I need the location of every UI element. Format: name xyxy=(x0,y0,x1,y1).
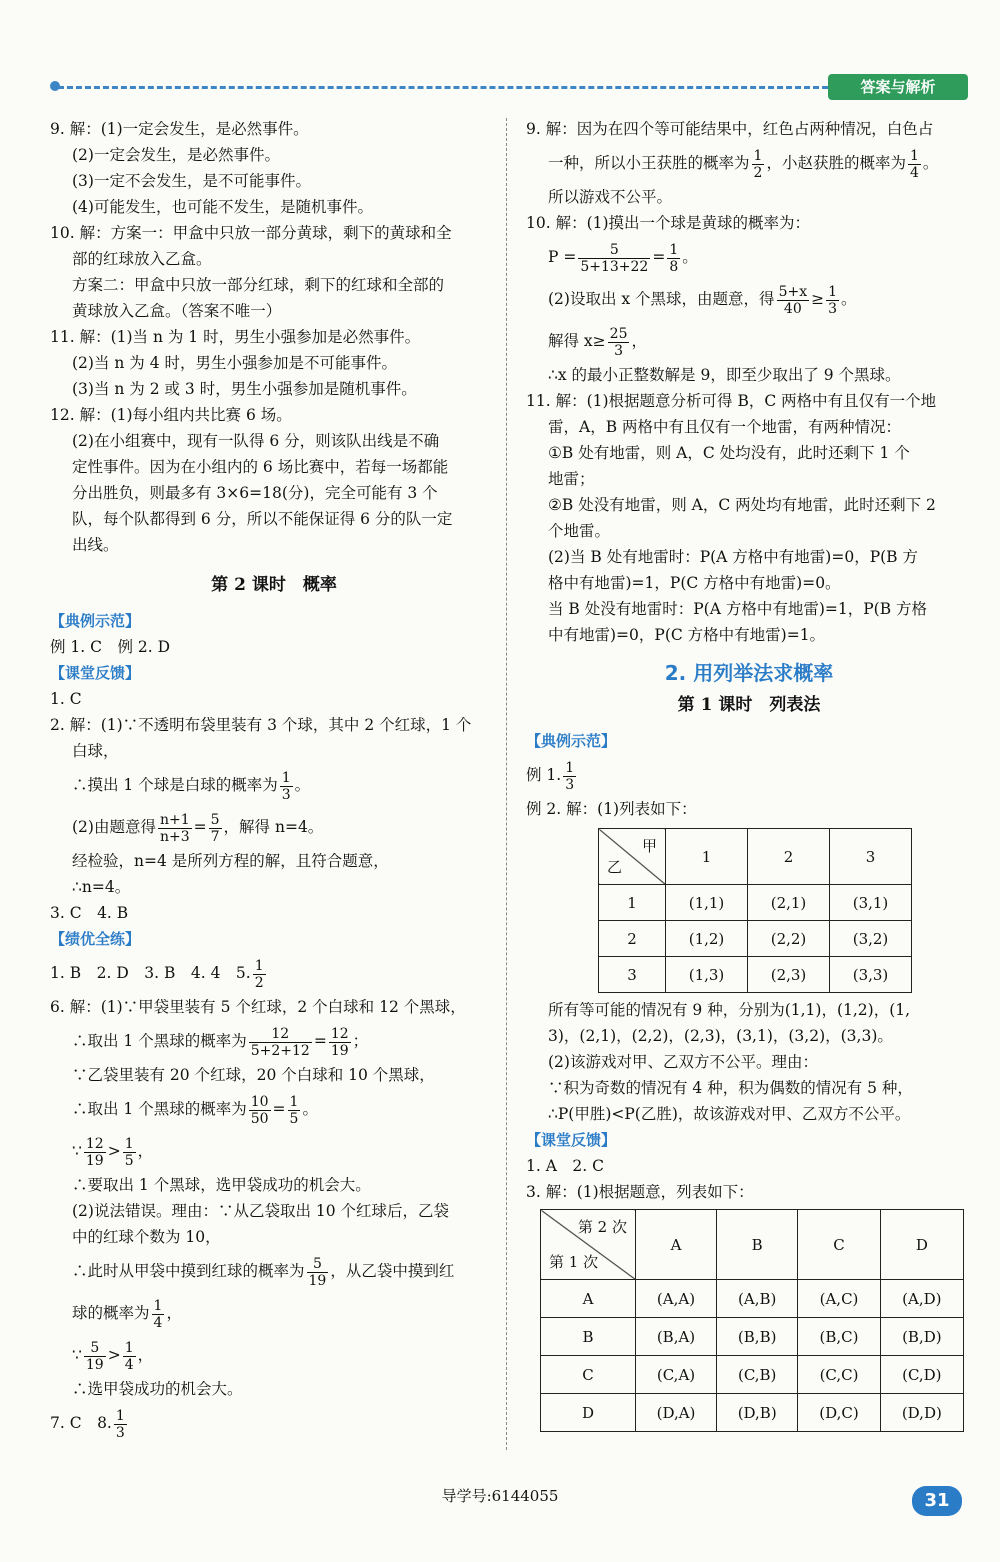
table-corner xyxy=(599,829,666,885)
fraction: $\frac{25}{3}$ xyxy=(609,325,628,359)
r-q11-line: 当 B 处没有地雷时：P(A 方格中有地雷)=1，P(B 方格 xyxy=(548,600,928,618)
table-row xyxy=(541,1356,964,1394)
section-title: 第 2 课时 概率 xyxy=(211,575,337,595)
fraction: $\frac{12}{5+2+12}$ xyxy=(250,1025,310,1059)
cell: (3,1) xyxy=(830,885,912,921)
fraction: $\frac{12}{19}$ xyxy=(330,1025,349,1059)
fraction: $\frac{12}{19}$ xyxy=(85,1135,104,1169)
left-column xyxy=(50,116,498,1444)
r-q11-line: ②B 处没有地雷，则 A，C 两处均有地雷，此时还剩下 2 xyxy=(548,496,936,514)
r-q9-line: 所以游戏不公平。 xyxy=(548,188,673,206)
cell: (A,A) xyxy=(636,1280,717,1318)
fraction: $\frac{1}{4}$ xyxy=(909,147,919,181)
feedback-2-line: 经检验，n=4 是所列方程的解，且符合题意， xyxy=(72,852,389,870)
q6-line: (2)说法错误。理由：∵从乙袋取出 10 个红球后，乙袋 xyxy=(72,1202,450,1220)
q6-line: 中的红球个数为 10， xyxy=(72,1228,221,1246)
r-q11-line: 雷，A，B 两格中有且仅有一个地雷，有两种情况： xyxy=(548,418,902,436)
fraction: $\frac{5}{19}$ xyxy=(308,1255,327,1289)
header-rule xyxy=(58,86,828,89)
q10-line: 黄球放入乙盒。（答案不唯一） xyxy=(72,302,282,320)
col-header: 3 xyxy=(830,829,912,885)
fraction: $\frac{5}{5+13+22}$ xyxy=(580,241,649,275)
fraction: $\frac{1}{2}$ xyxy=(753,147,763,181)
fraction: $\frac{5+x}{40}$ xyxy=(778,283,808,317)
cell: (1,2) xyxy=(666,921,748,957)
text: 。 xyxy=(922,154,939,172)
text: = xyxy=(652,248,666,266)
text: ，解得 n=4。 xyxy=(223,818,324,836)
q6-line xyxy=(50,1088,498,1130)
feedback-2-line xyxy=(50,764,498,806)
feedback-3: 3. 解：(1)根据题意，列表如下： xyxy=(526,1183,754,1201)
text: 解得 x≥ xyxy=(548,332,606,350)
q12-line: (2)在小组赛中，现有一队得 6 分，则该队出线是不确 xyxy=(72,432,440,450)
text: ， xyxy=(137,1346,154,1364)
col-header: A xyxy=(636,1210,717,1280)
cell: (C,B) xyxy=(717,1356,798,1394)
feedback-1: 1. C xyxy=(50,690,82,708)
q11-line: (3)当 n 为 2 或 3 时，男生小强参加是随机事件。 xyxy=(72,380,417,398)
cell: (A,B) xyxy=(717,1280,798,1318)
text: (2)由题意得 xyxy=(72,818,156,836)
fraction: $\frac{1}{2}$ xyxy=(254,957,264,991)
chapter-title: 2. 用列举法求概率 xyxy=(664,661,834,685)
r-q10-line xyxy=(526,320,972,362)
text: ，从乙袋中摸到红 xyxy=(330,1262,455,1280)
text: 球的概率为 xyxy=(72,1304,150,1322)
text: ， xyxy=(166,1304,182,1322)
fraction: $\frac{1}{8}$ xyxy=(669,241,679,275)
table-row xyxy=(541,1318,964,1356)
text: ∴摸出 1 个球是白球的概率为 xyxy=(72,776,278,794)
example-1 xyxy=(526,754,972,796)
cell: (A,C) xyxy=(798,1280,880,1318)
fraction: $\frac{5}{7}$ xyxy=(210,811,220,845)
r-q11-line: 格中有地雷)=1，P(C 方格中有地雷)=0。 xyxy=(548,574,841,592)
r-q11-line: 11. 解：(1)根据题意分析可得 B，C 两格中有且仅有一个地 xyxy=(526,392,937,410)
q6-line: ∵乙袋里装有 20 个红球，20 个白球和 10 个黑球， xyxy=(72,1066,435,1084)
example-2-line: 所有等可能的情况有 9 种，分别为(1,1)，(1,2)，(1, xyxy=(548,1001,911,1019)
cell: (2,1) xyxy=(748,885,830,921)
example-2-line: ∴P(甲胜)<P(乙胜)，故该游戏对甲、乙双方不公平。 xyxy=(548,1105,911,1123)
cell: (C,D) xyxy=(880,1356,963,1394)
table-row xyxy=(541,1280,964,1318)
text: 。 xyxy=(302,1100,318,1118)
fraction: $\frac{1}{3}$ xyxy=(281,769,291,803)
q7-8 xyxy=(50,1402,498,1444)
text: P = xyxy=(548,248,577,266)
row-header: 2 xyxy=(599,921,666,957)
r-q10-line: ∴x 的最小正整数解是 9，即至少取出了 9 个黑球。 xyxy=(548,366,901,384)
text: (2)设取出 x 个黑球，由题意，得 xyxy=(548,290,775,308)
fraction: $\frac{5}{19}$ xyxy=(85,1339,104,1373)
text: 7. C 8. xyxy=(50,1414,112,1432)
fraction: $\frac{1}{4}$ xyxy=(153,1297,163,1331)
guide-number: 导学号:6144055 xyxy=(441,1487,559,1505)
tag-feedback: 【课堂反馈】 xyxy=(526,1131,617,1149)
cell: (B,C) xyxy=(798,1318,880,1356)
r-q11-line: 地雷； xyxy=(548,470,595,488)
corner-bottom: 第 1 次 xyxy=(549,1253,599,1271)
row-header: 3 xyxy=(599,957,666,993)
example-2: 例 2. 解：(1)列表如下： xyxy=(526,800,697,818)
corner-bottom: 乙 xyxy=(607,858,623,876)
text: ； xyxy=(352,1032,369,1050)
feedback-1-2: 1. A 2. C xyxy=(526,1157,604,1175)
text: ，小赵获胜的概率为 xyxy=(766,154,906,172)
r-q11-line: ①B 处有地雷，则 A，C 处均没有，此时还剩下 1 个 xyxy=(548,444,910,462)
q9-line: 9. 解：(1)一定会发生，是必然事件。 xyxy=(50,120,309,138)
text: 1. B 2. D 3. B 4. 4 5. xyxy=(50,964,251,982)
fraction: $\frac{1}{5}$ xyxy=(124,1135,134,1169)
table-row xyxy=(599,921,912,957)
page-number: 31 xyxy=(912,1486,962,1516)
example-2-line: (2)该游戏对甲、乙双方不公平。理由： xyxy=(548,1053,818,1071)
q6-line: ∴要取出 1 个黑球，选甲袋成功的机会大。 xyxy=(72,1176,371,1194)
row-header: B xyxy=(541,1318,636,1356)
column-divider xyxy=(506,118,507,1450)
example-2-line: 3)，(2,1)，(2,2)，(2,3)，(3,1)，(3,2)，(3,3)。 xyxy=(548,1027,893,1045)
cell: (D,C) xyxy=(798,1394,880,1432)
text: 。 xyxy=(682,248,698,266)
text: = xyxy=(313,1032,327,1050)
cell: (D,A) xyxy=(636,1394,717,1432)
right-column xyxy=(526,116,972,1432)
cell: (B,D) xyxy=(880,1318,963,1356)
table-row xyxy=(599,957,912,993)
text: ， xyxy=(137,1142,154,1160)
table-row xyxy=(541,1394,964,1432)
q9-line: (3)一定不会发生，是不可能事件。 xyxy=(72,172,311,190)
row-header: C xyxy=(541,1356,636,1394)
text: ， xyxy=(631,332,647,350)
row-header: 1 xyxy=(599,885,666,921)
q6-line xyxy=(50,1020,498,1062)
row-header: A xyxy=(541,1280,636,1318)
answer-badge: 答案与解析 xyxy=(828,74,968,100)
gt: > xyxy=(107,1346,121,1364)
text: ∵ xyxy=(72,1346,82,1364)
r-q11-line: (2)当 B 处有地雷时：P(A 方格中有地雷)=0，P(B 方 xyxy=(548,548,918,566)
cell: (3,2) xyxy=(830,921,912,957)
r-q9-line: 9. 解：因为在四个等可能结果中，红色占两种情况，白色占 xyxy=(526,120,934,138)
example-answers: 例 1. C 例 2. D xyxy=(50,638,171,656)
q6-line: 6. 解：(1)∵甲袋里装有 5 个红球，2 个白球和 12 个黑球， xyxy=(50,998,466,1016)
table-row xyxy=(599,885,912,921)
cell: (B,A) xyxy=(636,1318,717,1356)
corner-top: 甲 xyxy=(641,837,657,855)
table-list-2 xyxy=(540,1209,964,1432)
col-header: C xyxy=(798,1210,880,1280)
q6-line xyxy=(50,1130,498,1172)
row-header: D xyxy=(541,1394,636,1432)
q10-line: 部的红球放入乙盒。 xyxy=(72,250,212,268)
feedback-2-line: ∴n=4。 xyxy=(72,878,131,896)
q12-line: 出线。 xyxy=(72,536,119,554)
q6-line xyxy=(50,1334,498,1376)
q12-line: 分出胜负，则最多有 3×6=18(分)，完全可能有 3 个 xyxy=(72,484,438,502)
tag-example: 【典例示范】 xyxy=(50,612,141,630)
col-header: 2 xyxy=(748,829,830,885)
fraction: $\frac{1}{3}$ xyxy=(115,1407,125,1441)
example-2-line: ∵积为奇数的情况有 4 种，积为偶数的情况有 5 种， xyxy=(548,1079,913,1097)
cell: (B,B) xyxy=(717,1318,798,1356)
q12-line: 12. 解：(1)每小组内共比赛 6 场。 xyxy=(50,406,292,424)
text: ∴取出 1 个黑球的概率为 xyxy=(72,1032,247,1050)
cell: (C,A) xyxy=(636,1356,717,1394)
q6-line xyxy=(50,1292,498,1334)
col-header: B xyxy=(717,1210,798,1280)
cell: (1,3) xyxy=(666,957,748,993)
r-q11-line: 中有地雷)=0，P(C 方格中有地雷)=1。 xyxy=(548,626,826,644)
cell: (1,1) xyxy=(666,885,748,921)
r-q10-line xyxy=(526,236,972,278)
r-q11-line: 个地雷。 xyxy=(548,522,611,540)
q9-line: (4)可能发生，也可能不发生，是随机事件。 xyxy=(72,198,373,216)
q12-line: 队，每个队都得到 6 分，所以不能保证得 6 分的队一定 xyxy=(72,510,453,528)
lesson-title: 第 1 课时 列表法 xyxy=(677,695,821,715)
fraction: $\frac{1}{3}$ xyxy=(565,759,575,793)
q9-line: (2)一定会发生，是必然事件。 xyxy=(72,146,280,164)
fraction: $\frac{1}{5}$ xyxy=(289,1093,299,1127)
r-q10-line xyxy=(526,278,972,320)
table-corner xyxy=(541,1210,636,1280)
fraction: $\frac{1}{3}$ xyxy=(828,283,838,317)
q11-line: 11. 解：(1)当 n 为 1 时，男生小强参加是必然事件。 xyxy=(50,328,421,346)
cell: (A,D) xyxy=(880,1280,963,1318)
practice-answers xyxy=(50,952,498,994)
q12-line: 定性事件。因为在小组内的 6 场比赛中，若每一场都能 xyxy=(72,458,449,476)
q10-line: 方案二：甲盒中只放一部分红球，剩下的红球和全部的 xyxy=(72,276,445,294)
tag-feedback: 【课堂反馈】 xyxy=(50,664,141,682)
text: 。 xyxy=(841,290,857,308)
fraction: $\frac{1}{4}$ xyxy=(124,1339,134,1373)
text: ∴此时从甲袋中摸到红球的概率为 xyxy=(72,1262,305,1280)
feedback-3-4: 3. C 4. B xyxy=(50,904,129,922)
text: ≥ xyxy=(811,290,825,308)
r-q10-line: 10. 解：(1)摸出一个球是黄球的概率为： xyxy=(526,214,811,232)
q11-line: (2)当 n 为 4 时，男生小强参加是不可能事件。 xyxy=(72,354,398,372)
fraction: $\frac{n+1}{n+3}$ xyxy=(159,811,190,845)
feedback-2-line xyxy=(50,806,498,848)
text: ∴取出 1 个黑球的概率为 xyxy=(72,1100,247,1118)
text: = xyxy=(272,1100,286,1118)
text: 。 xyxy=(294,776,311,794)
text: ∵ xyxy=(72,1142,82,1160)
col-header: 1 xyxy=(666,829,748,885)
corner-top: 第 2 次 xyxy=(577,1218,627,1236)
cell: (2,3) xyxy=(748,957,830,993)
cell: (3,3) xyxy=(830,957,912,993)
text: = xyxy=(193,818,207,836)
col-header: D xyxy=(880,1210,963,1280)
table-list-1 xyxy=(598,828,912,993)
feedback-2-line: 白球， xyxy=(72,742,119,760)
feedback-2-line: 2. 解：(1)∵不透明布袋里装有 3 个球，其中 2 个红球，1 个 xyxy=(50,716,472,734)
r-q9-line xyxy=(526,142,972,184)
cell: (D,B) xyxy=(717,1394,798,1432)
gt: > xyxy=(107,1142,121,1160)
fraction: $\frac{10}{50}$ xyxy=(250,1093,269,1127)
q6-line: ∴选甲袋成功的机会大。 xyxy=(72,1380,243,1398)
cell: (2,2) xyxy=(748,921,830,957)
text: 一种，所以小王获胜的概率为 xyxy=(548,154,750,172)
tag-example: 【典例示范】 xyxy=(526,732,617,750)
q6-line xyxy=(50,1250,498,1292)
cell: (D,D) xyxy=(880,1394,963,1432)
cell: (C,C) xyxy=(798,1356,880,1394)
q10-line: 10. 解：方案一：甲盒中只放一部分黄球，剩下的黄球和全 xyxy=(50,224,452,242)
tag-practice: 【绩优全练】 xyxy=(50,930,141,948)
text: 例 1. xyxy=(526,766,562,784)
